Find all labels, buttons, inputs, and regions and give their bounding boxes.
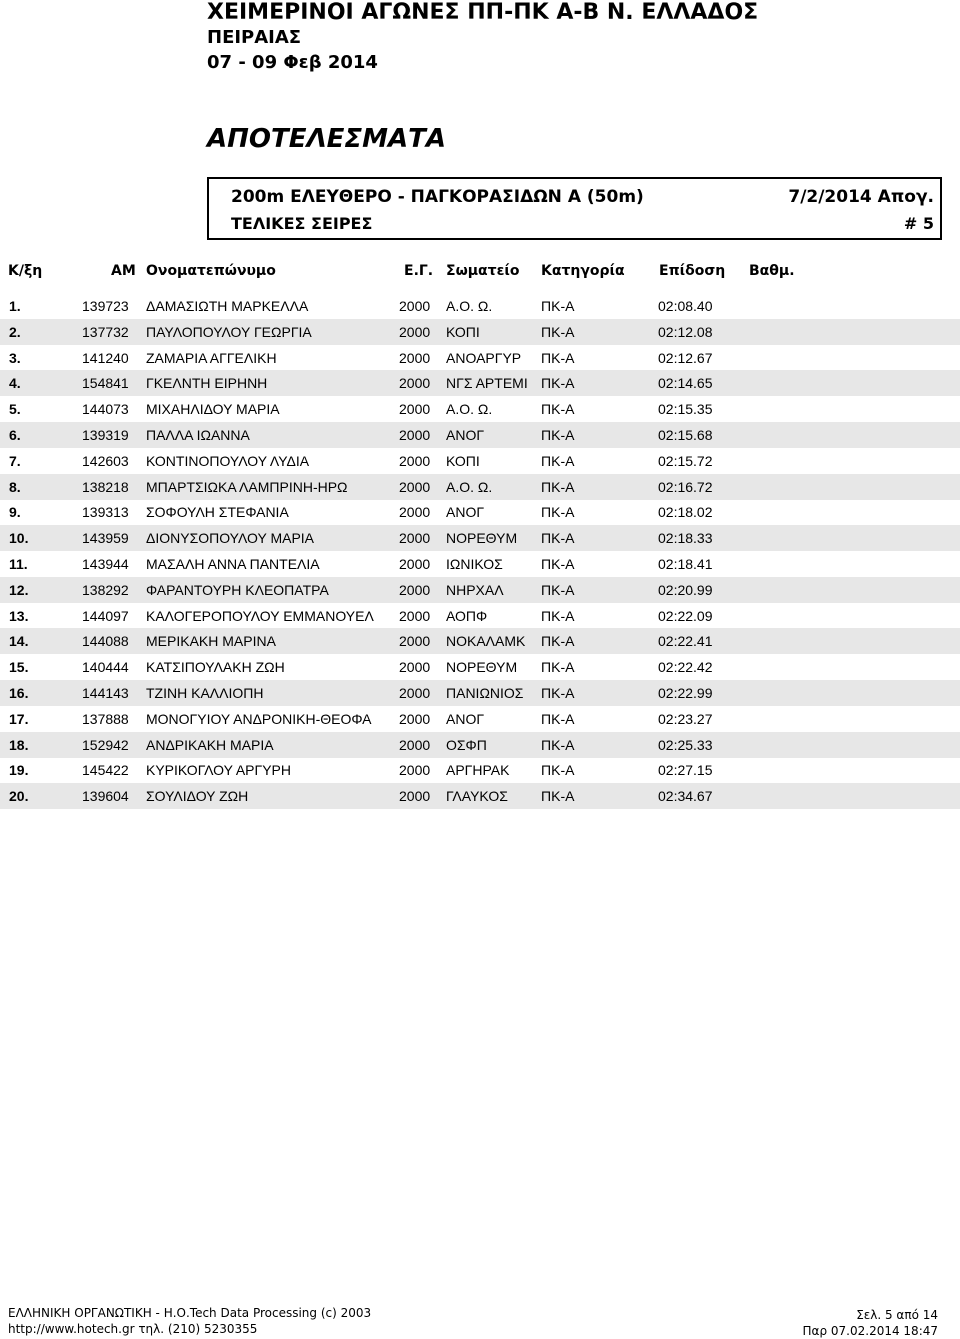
cell-club: ΙΩΝΙΚΟΣ (446, 556, 503, 572)
table-row (0, 680, 960, 706)
cell-year: 2000 (399, 401, 431, 418)
cell-club: Α.Ο. Ω. (446, 401, 493, 418)
cell-name: ΓΚΕΛΝΤΗ ΕΙΡΗΝΗ (146, 375, 268, 392)
race-info-box (207, 177, 942, 240)
cell-category: ΠΚ-Α (541, 427, 575, 443)
table-row (0, 448, 960, 474)
cell-rank: 4. (9, 375, 21, 392)
cell-time: 02:23.27 (658, 710, 713, 727)
cell-id: 144088 (82, 633, 129, 650)
cell-name: ΠΑΥΛΟΠΟΥΛΟΥ ΓΕΩΡΓΙΑ (146, 323, 312, 340)
cell-name: ΖΑΜΑΡΙΑ ΑΓΓΕΛΙΚΗ (146, 349, 277, 366)
table-row (0, 396, 960, 422)
cell-rank: 11. (9, 556, 28, 572)
cell-club: ΑΝΟΓ (446, 710, 485, 727)
cell-category: ΠΚ-Α (541, 349, 575, 366)
cell-rank: 7. (9, 452, 21, 469)
cell-club: ΓΛΑΥΚΟΣ (446, 788, 508, 805)
cell-category: ΠΚ-Α (541, 581, 575, 598)
cell-rank: 6. (9, 427, 21, 443)
cell-id: 139313 (82, 504, 129, 521)
col-header-id: ΑΜ (111, 263, 136, 279)
cell-time: 02:18.02 (658, 504, 713, 521)
cell-category: ΠΚ-Α (541, 452, 575, 469)
results-heading: ΑΠΟΤΕΛΕΣΜΑΤΑ (207, 124, 446, 154)
cell-time: 02:16.72 (658, 478, 713, 495)
table-row (0, 525, 960, 551)
table-row (0, 422, 960, 448)
cell-year: 2000 (399, 427, 431, 443)
cell-name: ΣΟΥΛΙΔΟΥ ΖΩΗ (146, 788, 249, 805)
table-row (0, 628, 960, 654)
col-header-rank: Κ/ξη (8, 263, 43, 279)
cell-year: 2000 (399, 633, 431, 650)
cell-name: ΜΑΣΑΛΗ ΑΝΝΑ ΠΑΝΤΕΛΙΑ (146, 556, 320, 572)
cell-rank: 14. (9, 633, 29, 650)
table-row (0, 577, 960, 603)
cell-club: ΚΟΠΙ (446, 452, 480, 469)
cell-year: 2000 (399, 710, 431, 727)
table-row (0, 474, 960, 500)
cell-time: 02:22.09 (658, 607, 713, 624)
table-row (0, 293, 960, 319)
cell-time: 02:18.33 (658, 530, 713, 547)
cell-year: 2000 (399, 556, 431, 572)
cell-club: ΠΑΝΙΩΝΙΟΣ (446, 685, 524, 701)
cell-time: 02:15.68 (658, 427, 713, 443)
table-row (0, 319, 960, 345)
cell-club: ΝΗΡΧΑΛ (446, 581, 504, 598)
cell-year: 2000 (399, 659, 431, 676)
cell-id: 145422 (82, 762, 129, 779)
cell-club: ΑΝΟΓ (446, 504, 485, 521)
table-row (0, 654, 960, 680)
cell-name: ΜΠΑΡΤΣΙΩΚΑ ΛΑΜΠΡΙΝΗ-ΗΡΩ (146, 478, 348, 495)
cell-category: ΠΚ-Α (541, 710, 575, 727)
cell-time: 02:25.33 (658, 736, 713, 753)
cell-time: 02:22.99 (658, 685, 713, 701)
cell-time: 02:22.41 (658, 633, 713, 650)
cell-club: Α.Ο. Ω. (446, 298, 493, 314)
cell-id: 144097 (82, 607, 129, 624)
cell-name: ΜΙΧΑΗΛΙΔΟΥ ΜΑΡΙΑ (146, 401, 280, 418)
cell-category: ΠΚ-Α (541, 607, 575, 624)
cell-rank: 2. (9, 323, 21, 340)
cell-id: 142603 (82, 452, 129, 469)
table-row (0, 499, 960, 525)
cell-category: ΠΚ-Α (541, 762, 575, 779)
cell-category: ΠΚ-Α (541, 788, 575, 805)
cell-club: ΑΟΠΦ (446, 607, 488, 624)
event-dates: 07 - 09 Φεβ 2014 (207, 52, 378, 73)
cell-year: 2000 (399, 452, 431, 469)
cell-time: 02:22.42 (658, 659, 713, 676)
cell-club: ΑΝΟΑΡΓΥΡ (446, 349, 522, 366)
cell-category: ΠΚ-Α (541, 375, 575, 392)
cell-id: 138292 (82, 581, 129, 598)
cell-rank: 16. (9, 685, 29, 701)
table-row (0, 783, 960, 809)
table-row (0, 603, 960, 629)
cell-rank: 17. (9, 710, 29, 727)
cell-club: ΝΓΣ ΑΡΤΕΜΙ (446, 375, 528, 392)
table-row (0, 345, 960, 371)
cell-category: ΠΚ-Α (541, 530, 575, 547)
cell-time: 02:15.35 (658, 401, 713, 418)
cell-category: ΠΚ-Α (541, 685, 575, 701)
cell-name: ΔΙΟΝΥΣΟΠΟΥΛΟΥ ΜΑΡΙΑ (146, 530, 315, 547)
cell-year: 2000 (399, 478, 431, 495)
cell-time: 02:34.67 (658, 788, 713, 805)
cell-year: 2000 (399, 504, 431, 521)
table-row (0, 732, 960, 758)
cell-rank: 15. (9, 659, 29, 676)
cell-time: 02:15.72 (658, 452, 713, 469)
cell-name: ΚΑΤΣΙΠΟΥΛΑΚΗ ΖΩΗ (146, 659, 285, 676)
table-row (0, 757, 960, 783)
cell-rank: 18. (9, 736, 29, 753)
cell-name: ΚΑΛΟΓΕΡΟΠΟΥΛΟΥ ΕΜΜΑΝΟΥΕΛ (146, 607, 374, 624)
cell-name: ΜΟΝΟΓΥΙΟΥ ΑΝΔΡΟΝΙΚΗ-ΘΕΟΦΑ (146, 710, 372, 727)
cell-club: ΚΟΠΙ (446, 323, 480, 340)
cell-id: 137888 (82, 710, 129, 727)
cell-category: ΠΚ-Α (541, 401, 575, 418)
cell-rank: 5. (9, 401, 21, 418)
table-row (0, 370, 960, 396)
cell-club: ΝΟΚΑΛΑΜΚ (446, 633, 526, 650)
cell-club: ΑΝΟΓ (446, 427, 485, 443)
cell-id: 154841 (82, 375, 129, 392)
cell-rank: 19. (9, 762, 29, 779)
cell-name: ΜΕΡΙΚΑΚΗ ΜΑΡΙΝΑ (146, 633, 276, 650)
cell-time: 02:12.08 (658, 323, 713, 340)
cell-category: ΠΚ-Α (541, 736, 575, 753)
event-city: ΠΕΙΡΑΙΑΣ (207, 27, 302, 48)
race-date: 7/2/2014 Απογ. (788, 187, 934, 207)
cell-year: 2000 (399, 530, 431, 547)
cell-year: 2000 (399, 581, 431, 598)
cell-rank: 13. (9, 607, 29, 624)
cell-club: ΝΟΡΕΘΥΜ (446, 530, 518, 547)
cell-time: 02:14.65 (658, 375, 713, 392)
col-header-time: Επίδοση (659, 263, 726, 279)
cell-year: 2000 (399, 607, 431, 624)
cell-time: 02:20.99 (658, 581, 713, 598)
cell-category: ΠΚ-Α (541, 633, 575, 650)
cell-id: 152942 (82, 736, 129, 753)
cell-name: ΦΑΡΑΝΤΟΥΡΗ ΚΛΕΟΠΑΤΡΑ (146, 581, 329, 598)
cell-category: ΠΚ-Α (541, 298, 575, 314)
cell-name: ΔΑΜΑΣΙΩΤΗ ΜΑΡΚΕΛΛΑ (146, 298, 309, 314)
table-row (0, 551, 960, 577)
col-header-points: Βαθμ. (749, 263, 795, 279)
cell-id: 140444 (82, 659, 129, 676)
cell-year: 2000 (399, 762, 431, 779)
cell-category: ΠΚ-Α (541, 556, 575, 572)
cell-id: 141240 (82, 349, 129, 366)
footer-contact: http://www.hotech.gr τηλ. (210) 5230355 (8, 1322, 258, 1336)
cell-year: 2000 (399, 736, 431, 753)
cell-category: ΠΚ-Α (541, 478, 575, 495)
cell-category: ΠΚ-Α (541, 659, 575, 676)
cell-rank: 8. (9, 478, 21, 495)
cell-rank: 10. (9, 530, 29, 547)
cell-time: 02:08.40 (658, 298, 713, 314)
cell-rank: 1. (9, 298, 21, 314)
cell-year: 2000 (399, 375, 431, 392)
footer-printed: Παρ 07.02.2014 18:47 (802, 1324, 938, 1338)
cell-name: ΑΝΔΡΙΚΑΚΗ ΜΑΡΙΑ (146, 736, 274, 753)
cell-year: 2000 (399, 349, 431, 366)
cell-id: 143944 (82, 556, 129, 572)
cell-name: ΚΟΝΤΙΝΟΠΟΥΛΟΥ ΛΥΔΙΑ (146, 452, 310, 469)
race-phase: ΤΕΛΙΚΕΣ ΣΕΙΡΕΣ (231, 214, 373, 233)
cell-time: 02:27.15 (658, 762, 713, 779)
cell-category: ΠΚ-Α (541, 323, 575, 340)
col-header-category: Κατηγορία (541, 263, 625, 279)
table-row (0, 706, 960, 732)
cell-club: ΑΡΓΗΡΑΚ (446, 762, 510, 779)
cell-name: ΚΥΡΙΚΟΓΛΟΥ ΑΡΓΥΡΗ (146, 762, 291, 779)
cell-id: 137732 (82, 323, 129, 340)
cell-rank: 3. (9, 349, 21, 366)
cell-club: ΟΣΦΠ (446, 736, 487, 753)
col-header-year: Ε.Γ. (404, 263, 434, 279)
footer-org: ΕΛΛΗΝΙΚΗ ΟΡΓΑΝΩΤΙΚΗ - Η.Ο.Tech Data Processing (c) 2003 (8, 1306, 372, 1320)
cell-rank: 20. (9, 788, 29, 805)
event-title: ΧΕΙΜΕΡΙΝΟΙ ΑΓΩΝΕΣ ΠΠ-ΠΚ Α-Β Ν. ΕΛΛΑΔΟΣ (207, 0, 759, 25)
cell-id: 139319 (82, 427, 129, 443)
cell-name: ΣΟΦΟΥΛΗ ΣΤΕΦΑΝΙΑ (146, 504, 289, 521)
cell-name: ΠΑΛΛΑ ΙΩΑΝΝΑ (146, 427, 250, 443)
cell-year: 2000 (399, 298, 431, 314)
cell-id: 138218 (82, 478, 129, 495)
cell-year: 2000 (399, 323, 431, 340)
cell-category: ΠΚ-Α (541, 504, 575, 521)
race-name: 200m ΕΛΕΥΘΕΡΟ - ΠΑΓΚΟΡΑΣΙΔΩΝ Α (50m) (231, 187, 644, 207)
cell-rank: 9. (9, 504, 21, 521)
col-header-club: Σωματείο (446, 263, 520, 279)
cell-id: 143959 (82, 530, 129, 547)
race-number: # 5 (903, 214, 934, 233)
footer-page: Σελ. 5 από 14 (856, 1308, 938, 1322)
cell-time: 02:18.41 (658, 556, 713, 572)
cell-club: Α.Ο. Ω. (446, 478, 493, 495)
cell-name: ΤΖΙΝΗ ΚΑΛΛΙΟΠΗ (146, 685, 264, 701)
cell-id: 144073 (82, 401, 129, 418)
cell-id: 139604 (82, 788, 129, 805)
col-header-name: Ονοματεπώνυμο (146, 263, 276, 279)
cell-club: ΝΟΡΕΘΥΜ (446, 659, 518, 676)
cell-rank: 12. (9, 581, 29, 598)
cell-year: 2000 (399, 788, 431, 805)
cell-id: 144143 (82, 685, 129, 701)
cell-id: 139723 (82, 298, 129, 314)
cell-year: 2000 (399, 685, 431, 701)
cell-time: 02:12.67 (658, 349, 713, 366)
